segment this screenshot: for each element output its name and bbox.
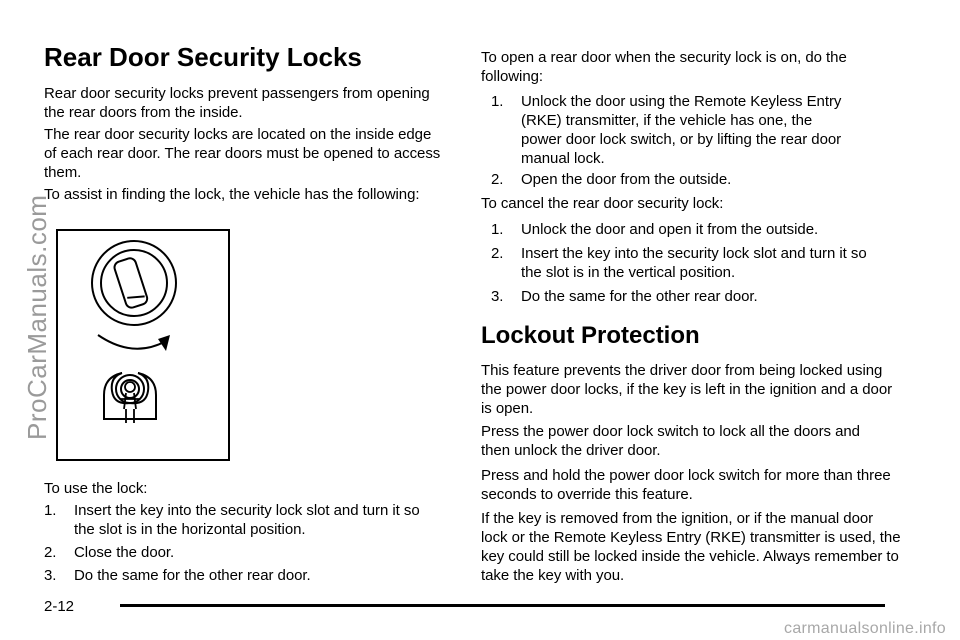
rotation-arrow-curve <box>98 335 166 349</box>
security-lock-diagram <box>58 231 228 459</box>
list-number: 1. <box>44 502 57 519</box>
list-number: 1. <box>491 221 504 238</box>
section-title-rear-door-security-locks: Rear Door Security Locks <box>44 42 362 72</box>
list-text: Unlock the door and open it from the outside. <box>521 221 819 238</box>
paragraph-lockout-1: This feature prevents the driver door from being locked using the power door locks, if the key is left in the ignition and a door is open. <box>481 362 893 417</box>
footer-divider <box>120 604 885 607</box>
list-text: Do the same for the other rear door. <box>74 567 311 584</box>
list-text: Unlock the door using the Remote Keyless Entry (RKE) transmitter, if the vehicle has one, the power door lock switch, or by lifting the rear door manual lock. <box>521 93 842 167</box>
paragraph-location: The rear door security locks are located on the inside edge of each rear door. The rear doors must be opened to access them. <box>44 126 441 181</box>
list-item <box>491 220 891 239</box>
paragraph-lockout-3: Press and hold the power door lock switch for more than three seconds to override this feature. <box>481 467 891 503</box>
lock-outer-ring <box>92 241 176 325</box>
list-item <box>44 566 444 585</box>
list-item <box>491 244 891 282</box>
list-number: 2. <box>491 245 504 262</box>
page-number: 2-12 <box>44 598 75 615</box>
watermark-text: ProCarManuals.com <box>22 194 52 440</box>
list-text: Do the same for the other rear door. <box>521 288 758 305</box>
list-text: Close the door. <box>74 544 175 561</box>
list-number: 1. <box>491 93 504 110</box>
list-number: 3. <box>491 288 504 305</box>
list-item <box>491 170 851 189</box>
list-text: Insert the key into the security lock slot and turn it so the slot is in the horizontal position. <box>74 502 420 538</box>
paragraph-lockout-4: If the key is removed from the ignition, or if the manual door lock or the Remote Keyless Entry (RKE) transmitter is used, the key could still be locked inside the vehicle. Always remember to take the key with you. <box>481 510 901 584</box>
use-lock-intro: To use the lock: <box>44 480 148 497</box>
list-item <box>44 501 444 539</box>
list-text: Open the door from the outside. <box>521 171 732 188</box>
list-item <box>44 543 444 562</box>
open-door-intro: To open a rear door when the security lock is on, do the following: <box>481 49 847 85</box>
list-item <box>491 287 891 306</box>
security-lock-illustration <box>56 229 230 461</box>
paragraph-assist: To assist in finding the lock, the vehicle has the following: <box>44 186 420 203</box>
cancel-lock-intro: To cancel the rear door security lock: <box>481 195 724 212</box>
section-title-lockout-protection: Lockout Protection <box>481 322 700 349</box>
list-number: 2. <box>44 544 57 561</box>
key-slot <box>113 257 149 309</box>
list-item <box>491 92 851 168</box>
site-watermark: carmanualsonline.info <box>784 620 946 637</box>
list-number: 2. <box>491 171 504 188</box>
paragraph-lockout-2: Press the power door lock switch to lock all the doors and then unlock the driver door. <box>481 423 860 459</box>
list-number: 3. <box>44 567 57 584</box>
list-text: Insert the key into the security lock slot and turn it so the slot is in the vertical position. <box>521 245 867 281</box>
paragraph-intro: Rear door security locks prevent passengers from opening the rear doors from the inside. <box>44 85 430 121</box>
child-lock-icon <box>104 373 156 423</box>
